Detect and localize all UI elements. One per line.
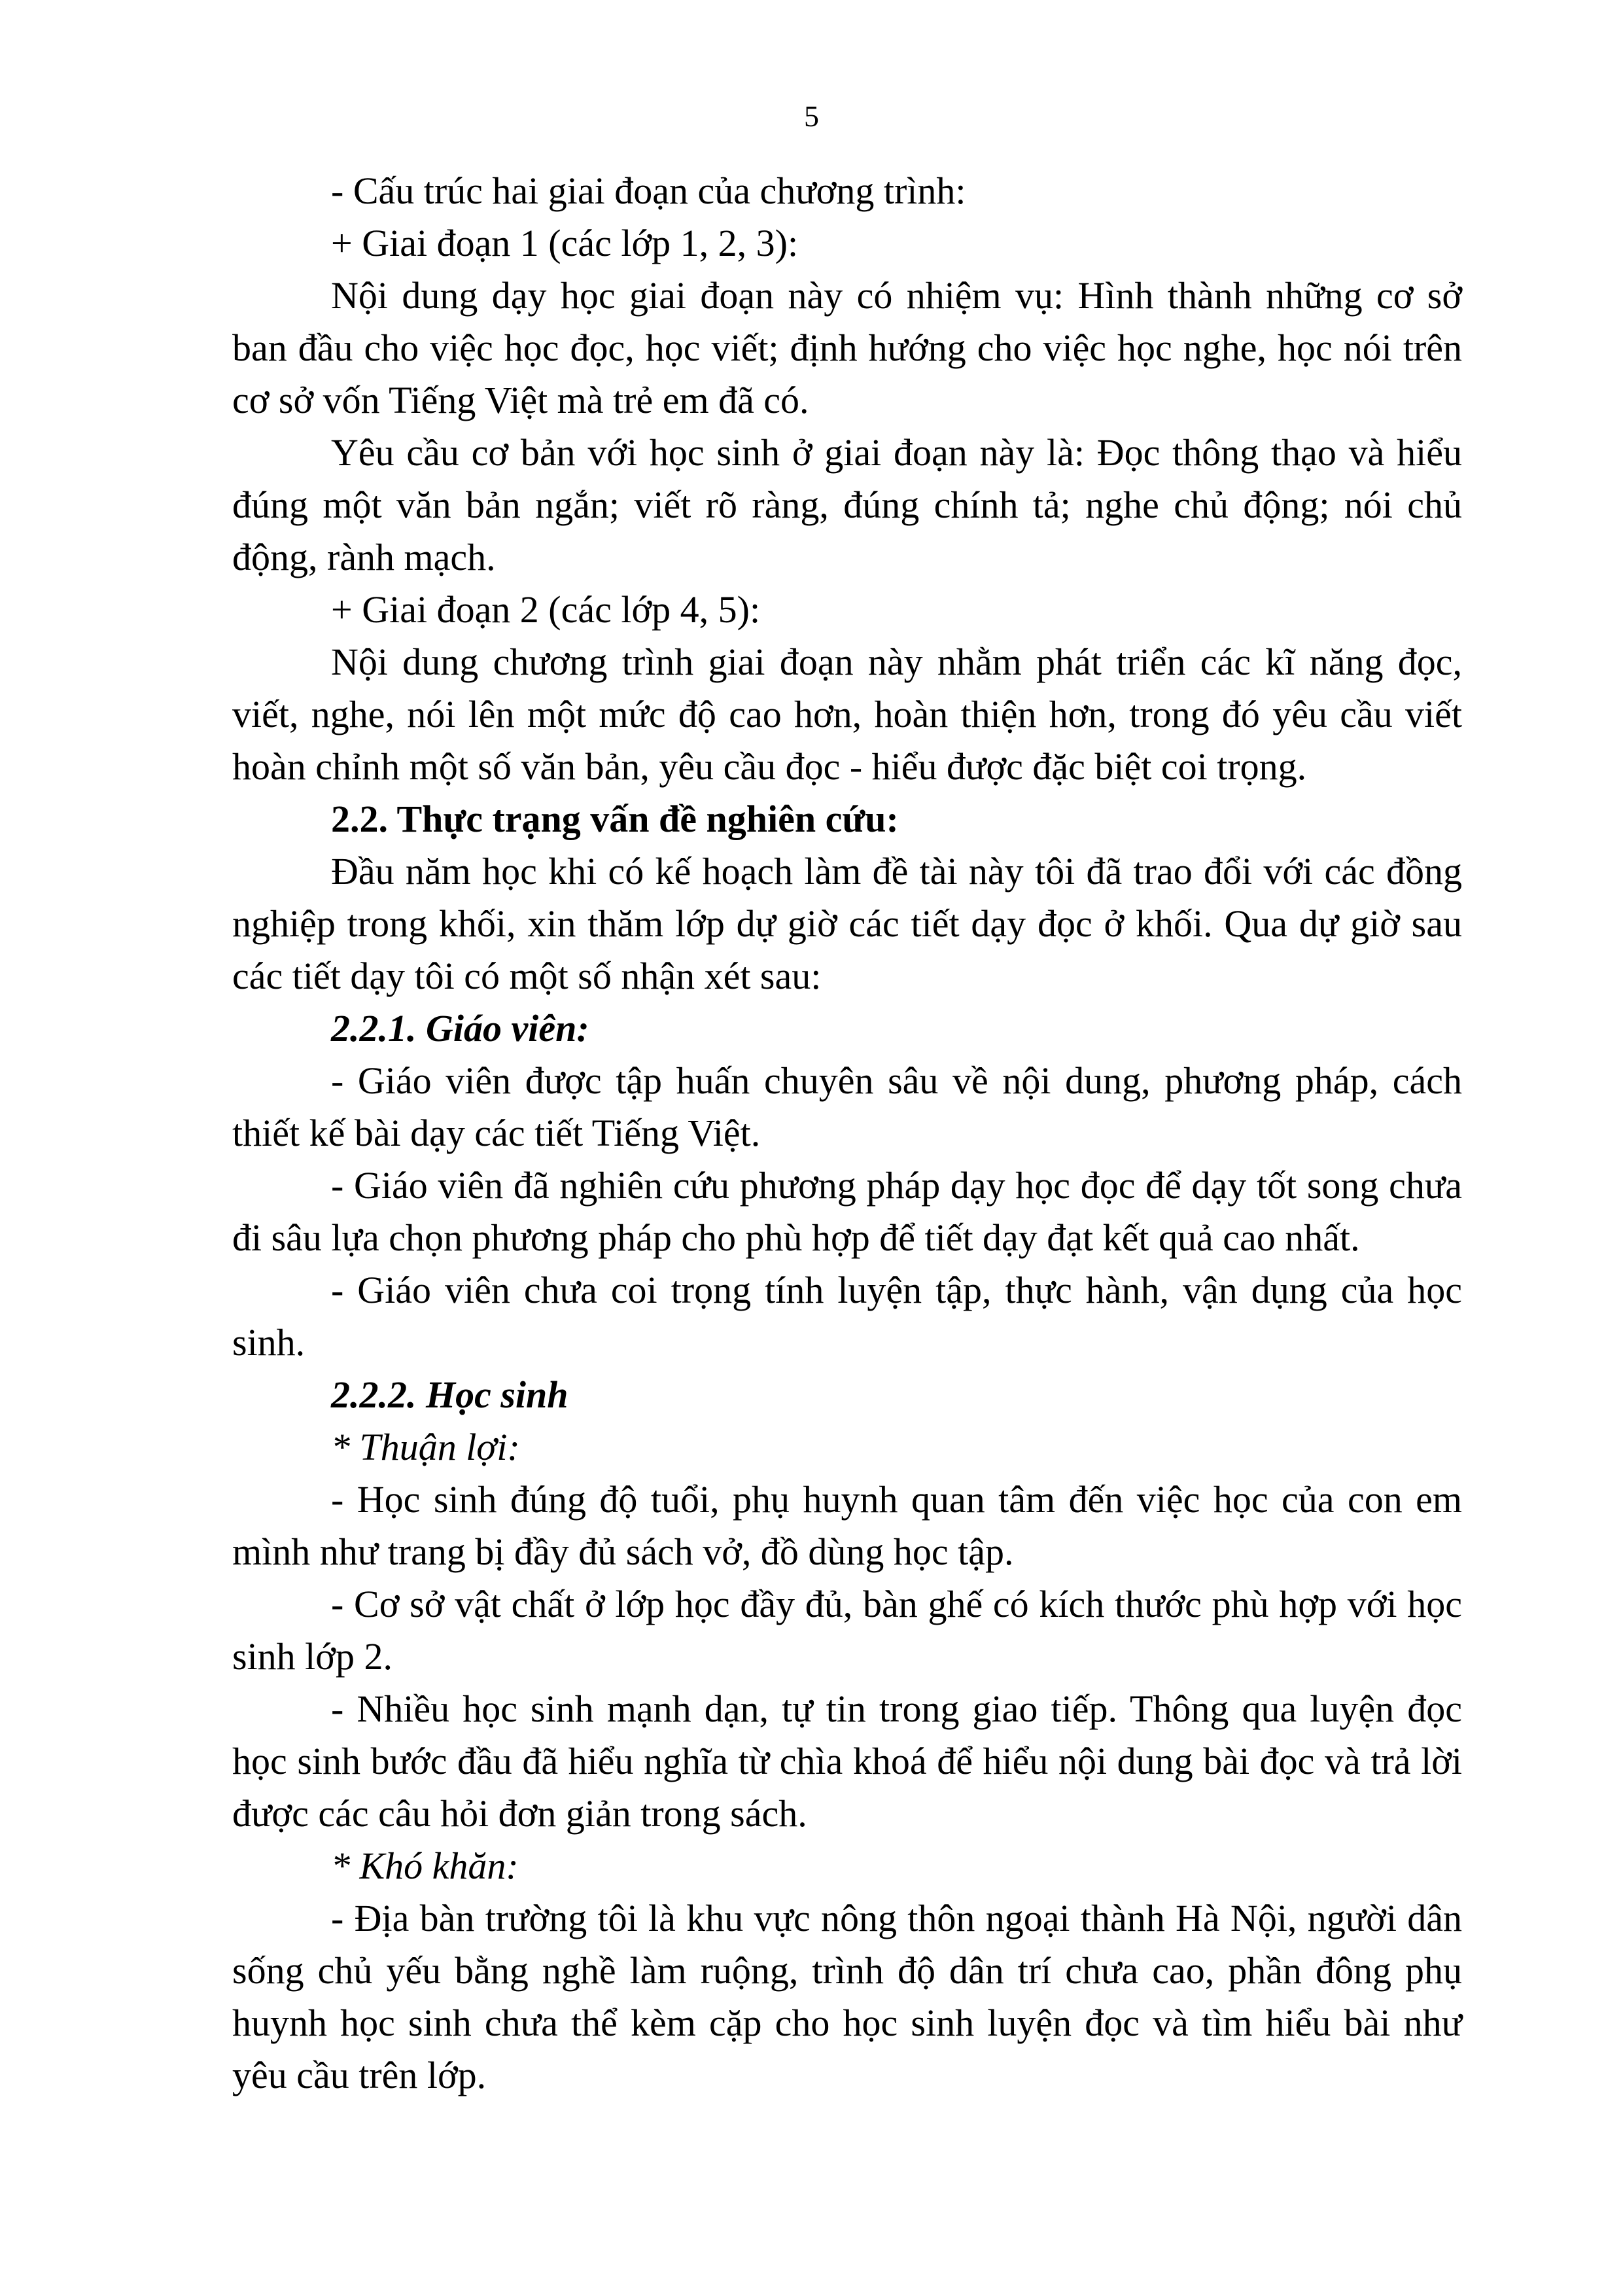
subsection-heading-teachers: 2.2.1. Giáo viên: bbox=[331, 1007, 589, 1050]
paragraph-stage-1-content: Nội dung dạy học giai đoạn này có nhiệm vụ: Hình thành những cơ sở ban đầu cho việc học đọc, học viết; định hướng cho việc học nghe, học nói trên cơ sở vốn Tiếng Việt mà trẻ em đã có. bbox=[232, 274, 1462, 421]
paragraph-difficulty-1: - Địa bàn trường tôi là khu vực nông thôn ngoại thành Hà Nội, người dân sống chủ yếu bằng nghề làm ruộng, trình độ dân trí chưa cao, phần đông phụ huynh học sinh chưa thể kèm cặp cho học sinh luyện đọc và tìm hiểu bài như yêu cầu trên lớp. bbox=[232, 1897, 1462, 2096]
section-heading-2-2: 2.2. Thực trạng vấn đề nghiên cứu: bbox=[331, 798, 899, 840]
document-body bbox=[232, 165, 1462, 2102]
paragraph-teacher-point-2: - Giáo viên đã nghiên cứu phương pháp dạy học đọc để dạy tốt song chưa đi sâu lựa chọn phương pháp cho phù hợp để tiết dạy đạt kết quả cao nhất. bbox=[232, 1164, 1462, 1259]
subsection-heading-students: 2.2.2. Học sinh bbox=[331, 1373, 568, 1416]
label-difficulties: * Khó khăn: bbox=[331, 1845, 519, 1887]
paragraph-stage-2-heading: + Giai đoạn 2 (các lớp 4, 5): bbox=[331, 588, 761, 631]
paragraph-advantage-3: - Nhiều học sinh mạnh dạn, tự tin trong giao tiếp. Thông qua luyện đọc học sinh bước đầu đã hiểu nghĩa từ chìa khoá để hiểu nội dung bài đọc và trả lời được các câu hỏi đơn giản trong sách. bbox=[232, 1687, 1462, 1835]
page-number: 5 bbox=[804, 99, 819, 133]
label-advantages: * Thuận lợi: bbox=[331, 1426, 520, 1468]
paragraph-structure-intro: - Cấu trúc hai giai đoạn của chương trình: bbox=[331, 169, 966, 212]
paragraph-stage-2-content: Nội dung chương trình giai đoạn này nhằm phát triển các kĩ năng đọc, viết, nghe, nói lên một mức độ cao hơn, hoàn thiện hơn, trong đó yêu cầu viết hoàn chỉnh một số văn bản, yêu cầu đọc - hiểu được đặc biệt coi trọng. bbox=[232, 641, 1462, 788]
paragraph-teacher-point-3: - Giáo viên chưa coi trọng tính luyện tập, thực hành, vận dụng của học sinh. bbox=[232, 1269, 1462, 1364]
paragraph-advantage-2: - Cơ sở vật chất ở lớp học đầy đủ, bàn ghế có kích thước phù hợp với học sinh lớp 2. bbox=[232, 1583, 1462, 1678]
paragraph-advantage-1: - Học sinh đúng độ tuổi, phụ huynh quan tâm đến việc học của con em mình như trang bị đầy đủ sách vở, đồ dùng học tập. bbox=[232, 1478, 1462, 1573]
paragraph-teacher-point-1: - Giáo viên được tập huấn chuyên sâu về nội dung, phương pháp, cách thiết kế bài dạy các tiết Tiếng Việt. bbox=[232, 1059, 1462, 1154]
paragraph-research-intro: Đầu năm học khi có kế hoạch làm đề tài này tôi đã trao đổi với các đồng nghiệp trong khối, xin thăm lớp dự giờ các tiết dạy đọc ở khối. Qua dự giờ sau các tiết dạy tôi có một số nhận xét sau: bbox=[232, 850, 1462, 997]
paragraph-stage-1-heading: + Giai đoạn 1 (các lớp 1, 2, 3): bbox=[331, 222, 799, 264]
paragraph-stage-1-requirements: Yêu cầu cơ bản với học sinh ở giai đoạn này là: Đọc thông thạo và hiểu đúng một văn bản ngắn; viết rõ ràng, đúng chính tả; nghe chủ động; nói chủ động, rành mạch. bbox=[232, 431, 1462, 578]
